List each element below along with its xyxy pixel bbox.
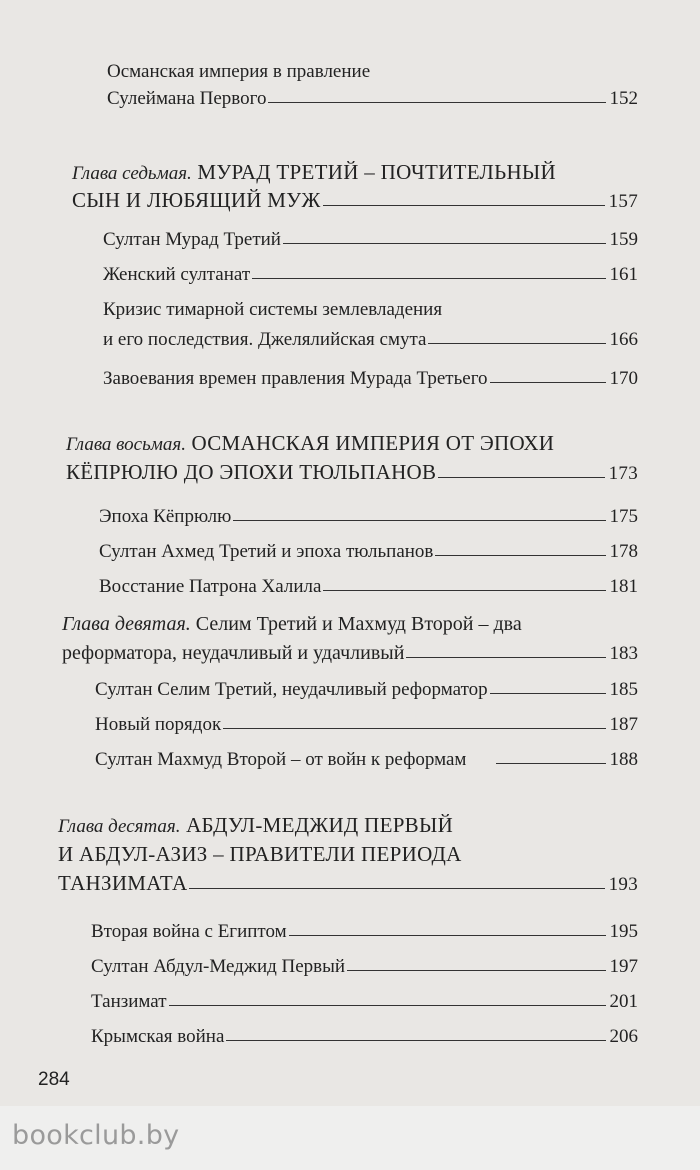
entry-last-line <box>62 643 638 663</box>
page-ref: 206 <box>609 1026 638 1047</box>
leader-line <box>323 590 605 591</box>
leader-line <box>189 888 604 889</box>
toc-entry <box>103 369 638 388</box>
leader-line <box>323 205 605 206</box>
entry-title: КЁПРЮЛЮ ДО ЭПОХИ ТЮЛЬПАНОВ <box>66 460 437 484</box>
toc-entry <box>107 62 638 108</box>
toc-entry <box>91 957 638 976</box>
page-ref: 161 <box>609 264 638 285</box>
page-ref: 201 <box>609 991 638 1012</box>
leader-line <box>233 520 605 521</box>
watermark-bar <box>0 1106 700 1170</box>
leader-line <box>268 102 605 103</box>
page-ref: 152 <box>609 88 638 109</box>
entry-last-line <box>91 1027 638 1046</box>
toc-entry <box>91 922 638 941</box>
chapter-label: Глава восьмая. <box>66 434 186 455</box>
entry-title: Султан Селим Третий, неудачливый реформатор <box>95 679 488 700</box>
toc-entry <box>91 992 638 1011</box>
entry-title: Сулеймана Первого <box>107 88 267 109</box>
leader-line <box>406 657 605 658</box>
entry-title: СЫН И ЛЮБЯЩИЙ МУЖ <box>72 188 321 212</box>
entry-last-line <box>91 957 638 976</box>
leader-line <box>435 555 605 556</box>
toc-chapter <box>62 614 638 663</box>
entry-last-line <box>103 369 638 388</box>
page-ref: 195 <box>609 921 638 942</box>
entry-title: Вторая война с Египтом <box>91 921 287 942</box>
toc-entry <box>99 577 638 596</box>
toc-entry <box>103 300 638 349</box>
entry-title: Новый порядок <box>95 714 222 735</box>
entry-last-line <box>103 230 638 249</box>
entry-title: и его последствия. Джелялийская смута <box>103 329 427 350</box>
page-ref: 166 <box>609 329 638 350</box>
leader-line <box>169 1005 606 1006</box>
chapter-label: Глава десятая. <box>58 816 181 837</box>
entry-last-line <box>95 715 638 734</box>
chapter-line: И АБДУЛ-АЗИЗ – ПРАВИТЕЛИ ПЕРИОДА <box>58 842 462 866</box>
chapter-title: ОСМАНСКАЯ ИМПЕРИЯ ОТ ЭПОХИ <box>191 431 555 455</box>
page-ref: 173 <box>608 463 638 484</box>
leader-line <box>438 477 604 478</box>
leader-line <box>496 763 605 764</box>
entry-line: Кризис тимарной системы землевладения <box>103 299 443 320</box>
chapter-title: Селим Третий и Махмуд Второй – два <box>195 613 522 635</box>
page-ref: 188 <box>609 749 638 770</box>
leader-line <box>490 382 606 383</box>
entry-last-line <box>66 462 638 483</box>
page-ref: 183 <box>609 643 638 664</box>
leader-line <box>289 935 606 936</box>
leader-line <box>283 243 606 244</box>
entry-title: Танзимат <box>91 991 167 1012</box>
leader-line <box>252 278 605 279</box>
chapter-line <box>58 815 638 836</box>
chapter-title: АБДУЛ-МЕДЖИД ПЕРВЫЙ <box>186 813 454 837</box>
entry-last-line <box>99 507 638 526</box>
chapter-line <box>72 162 638 183</box>
entry-last-line <box>91 992 638 1011</box>
toc-chapter <box>72 162 638 211</box>
toc-entry <box>95 680 638 699</box>
page-ref: 185 <box>609 679 638 700</box>
entry-title: Султан Мурад Третий <box>103 229 281 250</box>
page-ref: 181 <box>609 576 638 597</box>
entry-last-line <box>99 542 638 561</box>
page-ref: 157 <box>608 191 638 212</box>
page-ref: 159 <box>609 229 638 250</box>
page-ref: 170 <box>609 368 638 389</box>
chapter-label: Глава седьмая. <box>72 163 192 184</box>
entry-last-line <box>95 680 638 699</box>
entry-title: Султан Махмуд Второй – от войн к реформам <box>95 749 467 770</box>
watermark: bookclub.by <box>12 1120 180 1151</box>
page-ref: 178 <box>609 541 638 562</box>
entry-last-line <box>99 577 638 596</box>
entry-last-line <box>91 922 638 941</box>
entry-last-line <box>58 873 638 894</box>
entry-last-line <box>107 89 638 108</box>
entry-title: Эпоха Кёпрюлю <box>99 506 232 527</box>
page-ref: 175 <box>609 506 638 527</box>
entry-title: Женский султанат <box>103 264 251 285</box>
chapter-title: МУРАД ТРЕТИЙ – ПОЧТИТЕЛЬНЫЙ <box>197 160 556 184</box>
toc-chapter <box>58 815 638 894</box>
entry-title: Завоевания времен правления Мурада Третьего <box>103 368 488 389</box>
entry-title: Султан Абдул-Меджид Первый <box>91 956 346 977</box>
leader-line <box>223 728 605 729</box>
entry-last-line <box>95 750 638 769</box>
page-ref: 193 <box>608 874 638 895</box>
leader-line <box>428 343 605 344</box>
page-ref: 187 <box>609 714 638 735</box>
toc-chapter <box>66 433 638 483</box>
page-ref: 197 <box>609 956 638 977</box>
toc-entry <box>99 507 638 526</box>
entry-title: реформатора, неудачливый и удачливый <box>62 642 405 664</box>
leader-line <box>226 1040 605 1041</box>
chapter-line <box>62 614 638 634</box>
entry-title: Крымская война <box>91 1026 225 1047</box>
entry-last-line <box>103 330 638 349</box>
entry-line: Османская империя в правление <box>107 61 371 82</box>
leader-line <box>490 693 606 694</box>
toc-entry <box>95 750 638 769</box>
toc-entry <box>91 1027 638 1046</box>
entry-title: Восстание Патрона Халила <box>99 576 322 597</box>
page-number: 284 <box>38 1069 70 1090</box>
toc-entry <box>103 265 638 284</box>
leader-line <box>347 970 605 971</box>
entry-title: Султан Ахмед Третий и эпоха тюльпанов <box>99 541 434 562</box>
toc-entry <box>99 542 638 561</box>
entry-last-line <box>72 190 638 211</box>
chapter-line <box>66 433 638 454</box>
chapter-label: Глава девятая. <box>62 613 191 635</box>
entry-last-line <box>103 265 638 284</box>
toc-entry <box>103 230 638 249</box>
toc-entry <box>95 715 638 734</box>
entry-title: ТАНЗИМАТА <box>58 871 188 895</box>
